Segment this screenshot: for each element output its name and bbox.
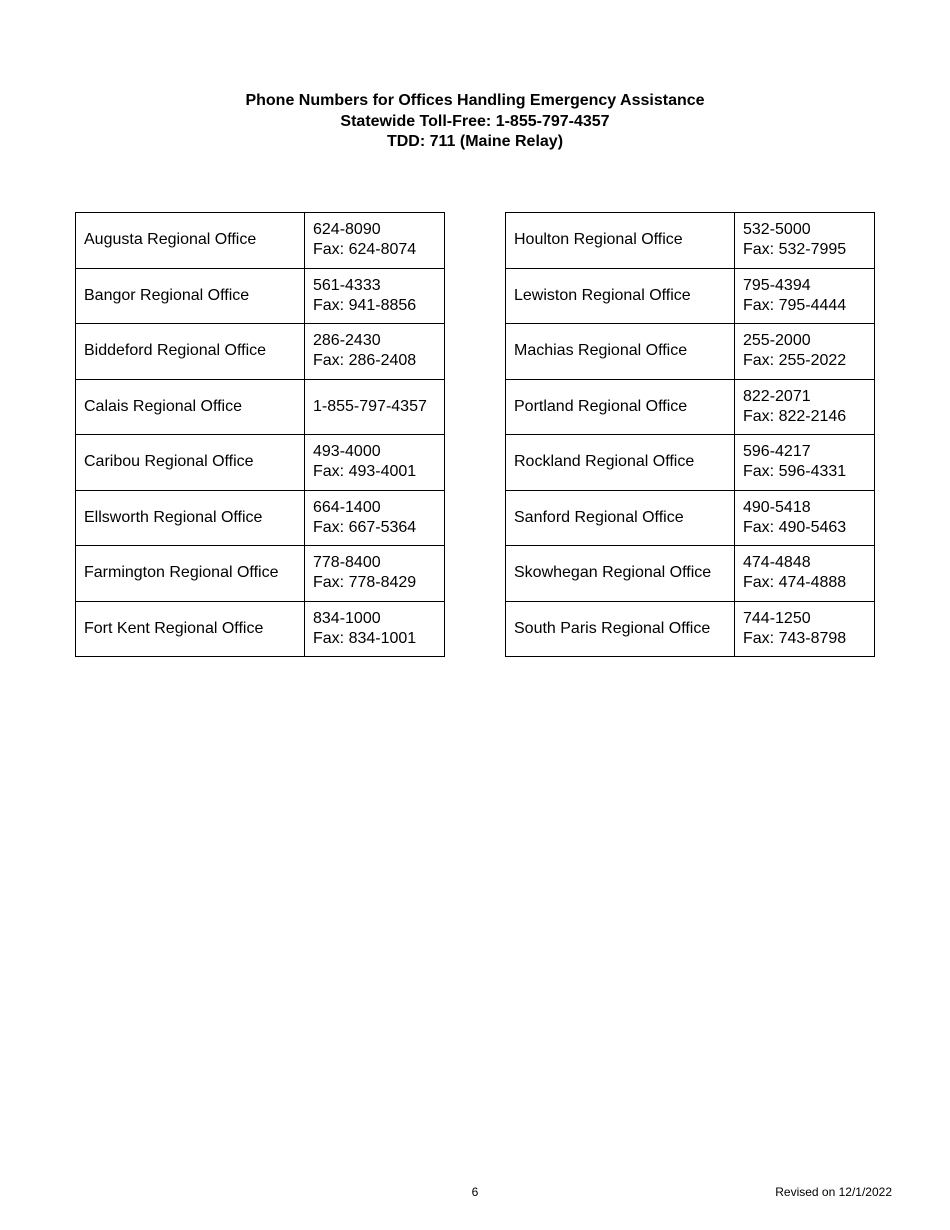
fax-number: Fax: 822-2146 [743, 407, 847, 425]
fax-number: Fax: 596-4331 [743, 463, 847, 481]
office-name: Bangor Regional Office [76, 268, 305, 324]
office-contact [305, 546, 445, 602]
office-contact [305, 601, 445, 657]
fax-number: Fax: 667-5364 [313, 518, 417, 536]
phone-number: 474-4848 [743, 554, 811, 572]
office-contact [735, 601, 875, 657]
office-contact [735, 490, 875, 546]
table-row [506, 546, 875, 602]
tdd-number: TDD: 711 (Maine Relay) [386, 133, 564, 150]
phone-number: 664-1400 [313, 498, 381, 516]
phone-number: 561-4333 [313, 276, 381, 294]
office-name: Houlton Regional Office [506, 213, 735, 269]
office-name: Skowhegan Regional Office [506, 546, 735, 602]
right-office-table [505, 212, 875, 657]
toll-free-number: Statewide Toll-Free: 1-855-797-4357 [340, 112, 610, 130]
revised-date: Revised on 12/1/2022 [775, 1185, 892, 1199]
phone-number: 532-5000 [743, 221, 811, 239]
phone-number: 490-5418 [743, 498, 811, 516]
document-header [0, 91, 950, 153]
phone-number: 624-8090 [313, 221, 381, 239]
table-row [506, 601, 875, 657]
phone-number: 834-1000 [313, 609, 381, 627]
office-contact [305, 324, 445, 380]
fax-number: Fax: 255-2022 [743, 352, 847, 370]
table-row [506, 490, 875, 546]
office-contact [735, 379, 875, 435]
fax-number: Fax: 532-7995 [743, 241, 847, 259]
table-row [76, 601, 445, 657]
fax-number: Fax: 624-8074 [313, 241, 417, 259]
office-name: Augusta Regional Office [76, 213, 305, 269]
table-row [76, 546, 445, 602]
table-row [506, 324, 875, 380]
table-row [506, 379, 875, 435]
office-name: Lewiston Regional Office [506, 268, 735, 324]
fax-number: Fax: 286-2408 [313, 352, 417, 370]
office-name: Portland Regional Office [506, 379, 735, 435]
phone-number: 596-4217 [743, 443, 811, 461]
table-row [76, 379, 445, 435]
table-row [506, 435, 875, 491]
office-name: Machias Regional Office [506, 324, 735, 380]
table-row [506, 268, 875, 324]
fax-number: Fax: 778-8429 [313, 574, 417, 592]
office-name: Sanford Regional Office [506, 490, 735, 546]
fax-number: Fax: 941-8856 [313, 296, 417, 314]
fax-number: Fax: 795-4444 [743, 296, 847, 314]
table-row [506, 213, 875, 269]
phone-number: 255-2000 [743, 332, 811, 350]
phone-number: 778-8400 [313, 554, 381, 572]
office-name: Calais Regional Office [76, 379, 305, 435]
left-office-table [75, 212, 445, 657]
page-title: Phone Numbers for Offices Handling Emergency Assistance [245, 92, 705, 109]
fax-number: Fax: 490-5463 [743, 518, 847, 536]
office-name: Caribou Regional Office [76, 435, 305, 491]
office-contact [735, 268, 875, 324]
office-name: Rockland Regional Office [506, 435, 735, 491]
fax-number: Fax: 474-4888 [743, 574, 847, 592]
table-row [76, 213, 445, 269]
phone-number: 493-4000 [313, 443, 381, 461]
office-contact [735, 324, 875, 380]
office-contact [305, 268, 445, 324]
page-number: 6 [471, 1185, 479, 1199]
office-contact [735, 213, 875, 269]
fax-number: Fax: 743-8798 [743, 629, 847, 647]
office-contact [735, 546, 875, 602]
office-name: Fort Kent Regional Office [76, 601, 305, 657]
phone-number: 1-855-797-4357 [313, 397, 427, 415]
office-name: South Paris Regional Office [506, 601, 735, 657]
table-row [76, 268, 445, 324]
table-row [76, 324, 445, 380]
office-contact [305, 379, 445, 435]
office-contact [305, 213, 445, 269]
table-row [76, 435, 445, 491]
phone-number: 822-2071 [743, 387, 811, 405]
office-name: Farmington Regional Office [76, 546, 305, 602]
table-row [76, 490, 445, 546]
office-contact [735, 435, 875, 491]
fax-number: Fax: 493-4001 [313, 463, 417, 481]
office-name: Biddeford Regional Office [76, 324, 305, 380]
phone-number: 795-4394 [743, 276, 811, 294]
office-name: Ellsworth Regional Office [76, 490, 305, 546]
phone-number: 286-2430 [313, 332, 381, 350]
office-contact [305, 490, 445, 546]
fax-number: Fax: 834-1001 [313, 629, 417, 647]
phone-number: 744-1250 [743, 609, 811, 627]
office-contact [305, 435, 445, 491]
